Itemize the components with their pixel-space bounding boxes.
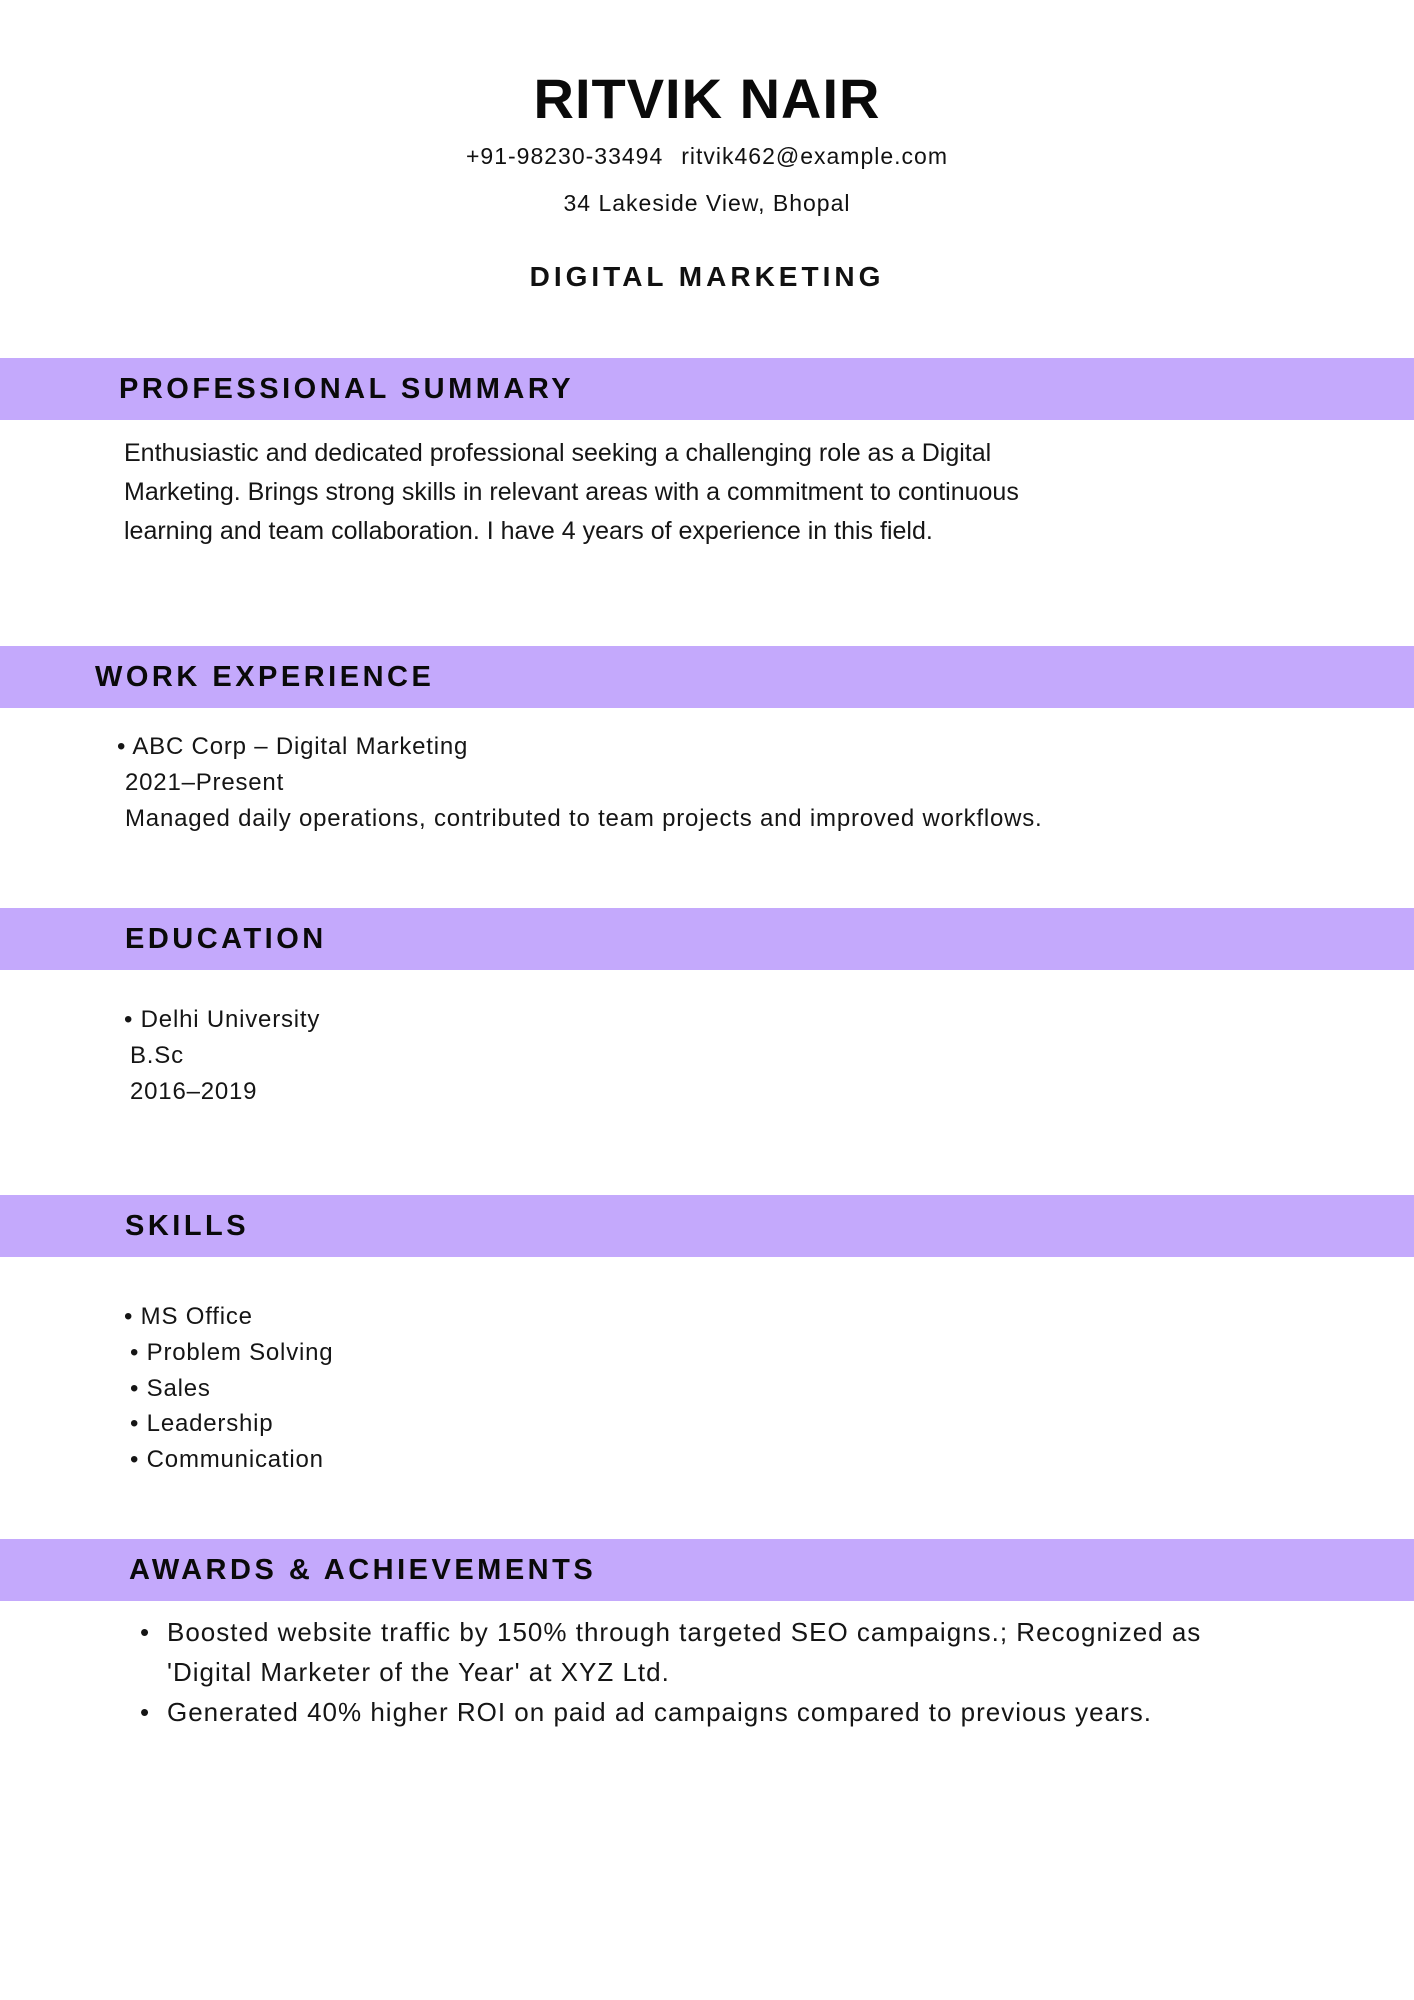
experience-period: 2021–Present xyxy=(125,769,285,796)
skill-item: • Sales xyxy=(130,1375,211,1402)
job-title: DIGITAL MARKETING xyxy=(529,261,885,292)
experience-description: Managed daily operations, contributed to team projects and improved workflows. xyxy=(125,805,1043,832)
section-heading-awards: AWARDS & ACHIEVEMENTS xyxy=(129,1554,597,1586)
awards-list xyxy=(140,1612,1270,1732)
experience-entry: • ABC Corp – Digital Marketing xyxy=(117,733,469,760)
award-text: Boosted website traffic by 150% through targeted SEO campaigns.; Recognized as 'Digital Marketer of the Year' at XYZ Ltd. xyxy=(167,1617,1202,1687)
education-degree: B.Sc xyxy=(130,1042,184,1069)
skill-item: • Communication xyxy=(130,1446,324,1473)
candidate-name: RITVIK NAIR xyxy=(533,67,881,130)
award-item xyxy=(140,1612,1270,1692)
skill-item: • Problem Solving xyxy=(130,1339,334,1366)
skill-item: • Leadership xyxy=(130,1410,274,1437)
section-band-skills xyxy=(0,1195,1414,1257)
phone-number: +91-98230-33494 xyxy=(465,143,664,169)
section-heading-summary: PROFESSIONAL SUMMARY xyxy=(119,373,575,405)
bullet-icon: • xyxy=(140,1617,151,1647)
section-heading-experience: WORK EXPERIENCE xyxy=(95,661,435,693)
section-band-summary xyxy=(0,358,1414,420)
address: 34 Lakeside View, Bhopal xyxy=(563,190,851,216)
skill-item: • MS Office xyxy=(124,1303,253,1330)
section-heading-education: EDUCATION xyxy=(125,923,327,955)
award-text: Generated 40% higher ROI on paid ad campaigns compared to previous years. xyxy=(167,1697,1152,1727)
contact-line xyxy=(0,143,1414,170)
summary-text: Enthusiastic and dedicated professional seeking a challenging role as a Digital Marketing. Brings strong skills in relevant areas with a commitment to continuous learning and team collaboration. I have 4 years of experience in this field. xyxy=(124,439,1019,545)
email-address: ritvik462@example.com xyxy=(681,143,949,169)
education-institution: • Delhi University xyxy=(124,1006,321,1033)
section-band-education xyxy=(0,908,1414,970)
section-band-experience xyxy=(0,646,1414,708)
award-item xyxy=(140,1692,1270,1732)
education-period: 2016–2019 xyxy=(130,1078,258,1105)
section-heading-skills: SKILLS xyxy=(125,1210,250,1242)
bullet-icon: • xyxy=(140,1697,151,1727)
section-band-awards xyxy=(0,1539,1414,1601)
